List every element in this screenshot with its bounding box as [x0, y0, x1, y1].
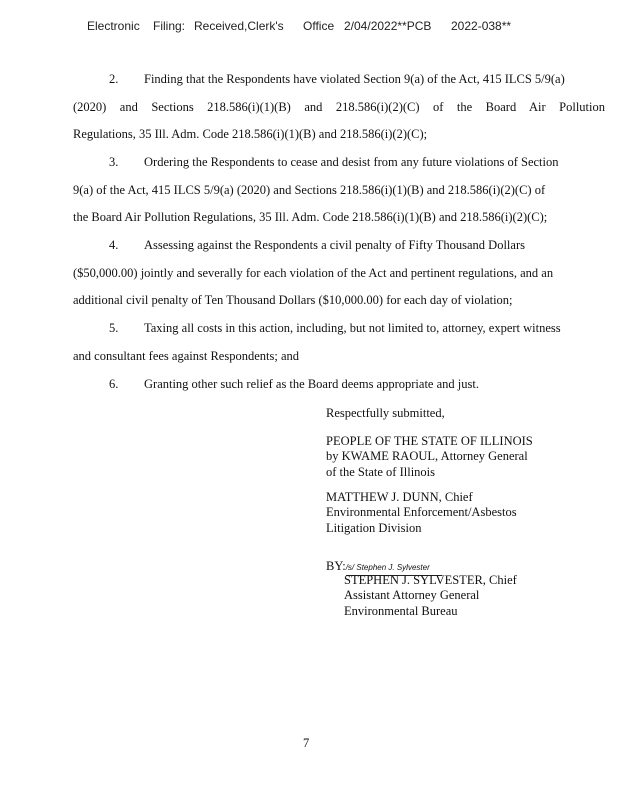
electronic-signature: /s/ Stephen J. Sylvester [346, 560, 442, 576]
paragraph-number: 6. [109, 377, 119, 391]
paragraph-line: ($50,000.00) jointly and severally for each violation of the Act and pertinent regulations, and an [73, 265, 554, 280]
dunn-name: MATTHEW J. DUNN, Chief [326, 490, 473, 504]
stamp-docket: 2022-038** [451, 19, 512, 33]
stamp-office: Office [303, 19, 335, 33]
filing-stamp-header [0, 19, 618, 39]
stamp-date: 2/04/2022**PCB [344, 19, 432, 33]
paragraph-line: Granting other such relief as the Board deems appropriate and just. [144, 377, 479, 391]
paragraph-line: Ordering the Respondents to cease and desist from any future violations of Section [144, 155, 559, 169]
paragraph-line: the Board Air Pollution Regulations, 35 Ill. Adm. Code 218.586(i)(1)(B) and 218.586(i)(2)(C); [73, 210, 548, 225]
sylvester-bureau: Environmental Bureau [344, 603, 458, 618]
paragraph-line: additional civil penalty of Ten Thousand Dollars ($10,000.00) for each day of violation; [73, 293, 513, 308]
stamp-electronic: Electronic [87, 19, 140, 33]
paragraph-number: 3. [109, 155, 119, 169]
by-label: BY: [326, 559, 346, 573]
signatory-people-block [326, 434, 533, 480]
signatory-dunn-block [326, 490, 517, 536]
paragraph-number: 4. [109, 238, 119, 252]
closing-respectfully: Respectfully submitted, [326, 406, 445, 420]
people-of-illinois: PEOPLE OF THE STATE OF ILLINOIS [326, 434, 533, 448]
prayer-paragraph-3 [73, 149, 605, 232]
stamp-filing: Filing: [153, 19, 186, 33]
prayer-paragraph-2 [73, 66, 605, 149]
paragraph-number: 5. [109, 321, 119, 335]
by-attorney-general: by KWAME RAOUL, Attorney General [326, 449, 528, 464]
sylvester-name: STEPHEN J. SYLVESTER, Chief [344, 573, 517, 587]
paragraph-line: Taxing all costs in this action, including, but not limited to, attorney, expert witness [144, 321, 561, 335]
paragraph-line: Finding that the Respondents have violated Section 9(a) of the Act, 415 ILCS 5/9(a) [144, 72, 565, 86]
dunn-title: Environmental Enforcement/Asbestos [326, 505, 517, 520]
paragraph-number: 2. [109, 72, 119, 86]
of-the-state: of the State of Illinois [326, 464, 436, 479]
paragraph-line: 9(a) of the Act, 415 ILCS 5/9(a) (2020) and Sections 218.586(i)(1)(B) and 218.586(i)(2)(C) of [73, 182, 546, 197]
paragraph-line: Assessing against the Respondents a civil penalty of Fifty Thousand Dollars [144, 238, 525, 252]
dunn-division: Litigation Division [326, 520, 422, 535]
sylvester-title: Assistant Attorney General [344, 588, 480, 603]
prayer-paragraph-4 [73, 232, 605, 315]
stamp-received: Received,Clerk's [194, 19, 284, 33]
page-number: 7 [303, 736, 310, 750]
paragraph-line: (2020) and Sections 218.586(i)(1)(B) and 218.586(i)(2)(C) of the Board Air Pollution [73, 99, 605, 114]
prayer-paragraph-5 [73, 315, 605, 370]
paragraph-line: Regulations, 35 Ill. Adm. Code 218.586(i)(1)(B) and 218.586(i)(2)(C); [73, 127, 428, 142]
paragraph-line: and consultant fees against Respondents; and [73, 348, 299, 363]
signatory-sylvester-block [344, 573, 517, 619]
prayer-paragraph-6 [73, 371, 605, 399]
